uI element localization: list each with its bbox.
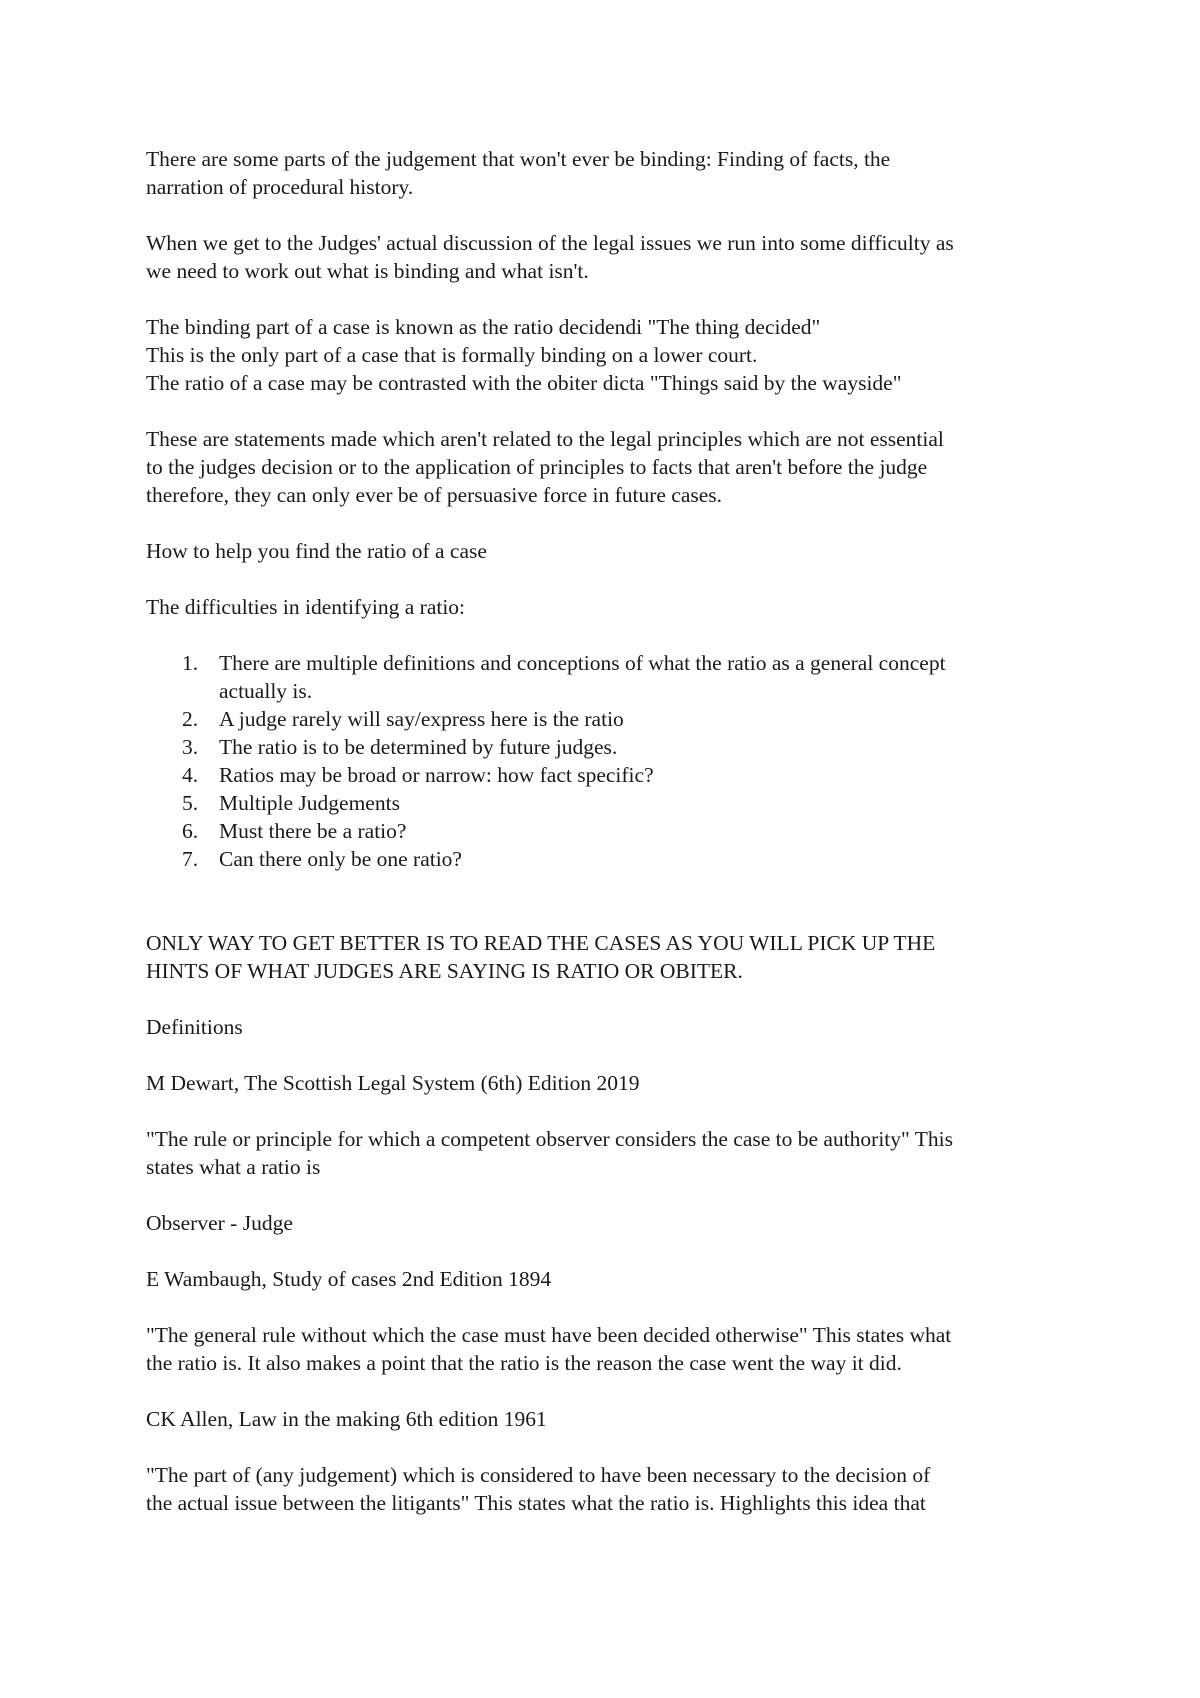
list-item bbox=[146, 817, 1076, 845]
intro-paragraph bbox=[146, 229, 1076, 285]
text-line: states what a ratio is bbox=[146, 1155, 321, 1179]
intro-paragraph bbox=[146, 537, 1076, 565]
text-line: "The general rule without which the case must have been decided otherwise" This states what bbox=[146, 1323, 952, 1347]
text-line: The ratio of a case may be contrasted with the obiter dicta "Things said by the wayside" bbox=[146, 371, 902, 395]
definitions-paragraph bbox=[146, 929, 1076, 985]
list-item-text: Multiple Judgements bbox=[219, 791, 400, 815]
text-line: The binding part of a case is known as the ratio decidendi "The thing decided" bbox=[146, 315, 821, 339]
definitions-section bbox=[146, 929, 1076, 1517]
text-line: ONLY WAY TO GET BETTER IS TO READ THE CASES AS YOU WILL PICK UP THE bbox=[146, 931, 936, 955]
text-line: CK Allen, Law in the making 6th edition 1961 bbox=[146, 1407, 547, 1431]
list-item-text: A judge rarely will say/express here is the ratio bbox=[219, 707, 624, 731]
definitions-paragraph bbox=[146, 1321, 1076, 1377]
list-item-number: 2. bbox=[182, 707, 199, 731]
text-line: How to help you find the ratio of a case bbox=[146, 539, 487, 563]
list-item bbox=[146, 705, 1076, 733]
text-line: HINTS OF WHAT JUDGES ARE SAYING IS RATIO OR OBITER. bbox=[146, 959, 743, 983]
text-line: These are statements made which aren't related to the legal principles which are not essential bbox=[146, 427, 944, 451]
list-item-text: There are multiple definitions and conceptions of what the ratio as a general concept bbox=[219, 651, 946, 675]
definitions-paragraph bbox=[146, 1461, 1076, 1517]
definitions-paragraph bbox=[146, 1209, 1076, 1237]
intro-paragraph bbox=[146, 313, 1076, 397]
list-item-number: 7. bbox=[182, 847, 199, 871]
list-item bbox=[146, 761, 1076, 789]
text-line: The difficulties in identifying a ratio: bbox=[146, 595, 466, 619]
list-item-number: 1. bbox=[182, 651, 199, 675]
text-line: the ratio is. It also makes a point that the ratio is the reason the case went the way it did. bbox=[146, 1351, 902, 1375]
list-item-text: The ratio is to be determined by future judges. bbox=[219, 735, 618, 759]
intro-section bbox=[146, 145, 1076, 621]
list-item bbox=[146, 789, 1076, 817]
list-item bbox=[146, 733, 1076, 761]
definitions-paragraph bbox=[146, 1069, 1076, 1097]
text-line: E Wambaugh, Study of cases 2nd Edition 1894 bbox=[146, 1267, 552, 1291]
list-item-number: 3. bbox=[182, 735, 199, 759]
list-item-number: 6. bbox=[182, 819, 199, 843]
intro-paragraph bbox=[146, 145, 1076, 201]
text-line: Observer - Judge bbox=[146, 1211, 293, 1235]
spacer bbox=[146, 901, 1076, 929]
text-line: When we get to the Judges' actual discussion of the legal issues we run into some difficulty as bbox=[146, 231, 954, 255]
definitions-paragraph bbox=[146, 1265, 1076, 1293]
text-line: "The rule or principle for which a competent observer considers the case to be authority" This bbox=[146, 1127, 954, 1151]
intro-paragraph bbox=[146, 425, 1076, 509]
intro-paragraph bbox=[146, 593, 1076, 621]
list-item-number: 4. bbox=[182, 763, 199, 787]
text-line: to the judges decision or to the application of principles to facts that aren't before the judge bbox=[146, 455, 928, 479]
list-item-text: Must there be a ratio? bbox=[219, 819, 407, 843]
text-line: M Dewart, The Scottish Legal System (6th) Edition 2019 bbox=[146, 1071, 640, 1095]
text-line: narration of procedural history. bbox=[146, 175, 414, 199]
list-item-number: 5. bbox=[182, 791, 199, 815]
definitions-paragraph bbox=[146, 1405, 1076, 1433]
list-item-text: actually is. bbox=[219, 679, 313, 703]
text-line: the actual issue between the litigants" This states what the ratio is. Highlights this idea that bbox=[146, 1491, 926, 1515]
difficulties-list bbox=[146, 649, 1076, 873]
document-page bbox=[146, 145, 1076, 1545]
list-item bbox=[146, 845, 1076, 873]
text-line: This is the only part of a case that is formally binding on a lower court. bbox=[146, 343, 758, 367]
definitions-paragraph bbox=[146, 1125, 1076, 1181]
text-line: Definitions bbox=[146, 1015, 243, 1039]
list-item bbox=[146, 649, 1076, 705]
list-item-text: Ratios may be broad or narrow: how fact specific? bbox=[219, 763, 654, 787]
text-line: we need to work out what is binding and what isn't. bbox=[146, 259, 589, 283]
text-line: There are some parts of the judgement that won't ever be binding: Finding of facts, the bbox=[146, 147, 891, 171]
text-line: "The part of (any judgement) which is considered to have been necessary to the decision of bbox=[146, 1463, 931, 1487]
list-item-text: Can there only be one ratio? bbox=[219, 847, 462, 871]
definitions-paragraph bbox=[146, 1013, 1076, 1041]
text-line: therefore, they can only ever be of persuasive force in future cases. bbox=[146, 483, 723, 507]
